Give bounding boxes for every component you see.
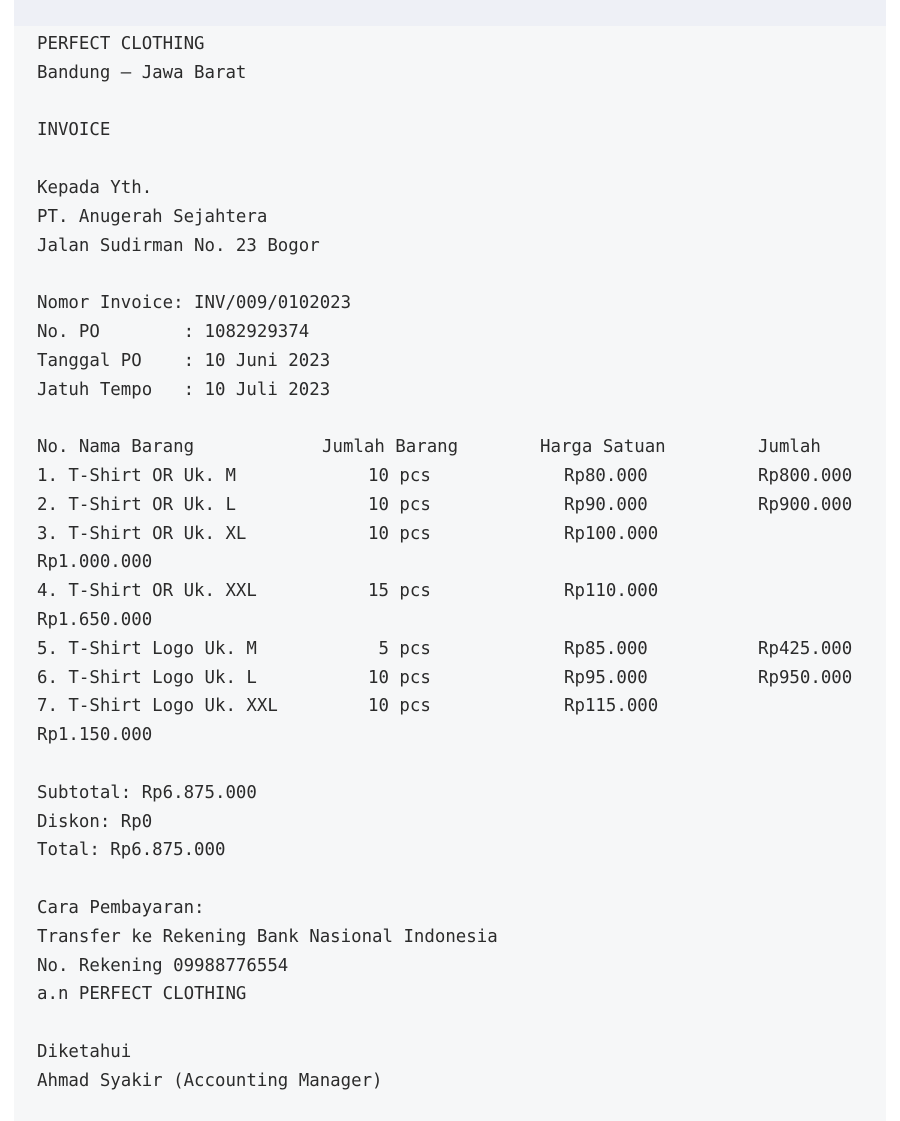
item-amount-wrapped: Rp1.000.000	[37, 552, 153, 573]
account-holder: a.n PERFECT CLOTHING	[37, 984, 247, 1005]
item-name: 7. T-Shirt Logo Uk. XXL	[37, 696, 278, 717]
item-quantity: 10 pcs	[368, 523, 431, 544]
subtotal: Subtotal: Rp6.875.000	[37, 782, 257, 803]
due-date: Jatuh Tempo : 10 Juli 2023	[37, 379, 331, 400]
item-name: 5. T-Shirt Logo Uk. M	[37, 638, 257, 659]
spacer	[37, 404, 886, 433]
item-amount-wrapped: Rp1.150.000	[37, 725, 153, 746]
spacer	[37, 1009, 886, 1038]
item-unit-price: Rp90.000	[564, 494, 648, 515]
signatory-name: Ahmad Syakir (Accounting Manager)	[37, 1070, 383, 1091]
item-amount: Rp800.000	[758, 465, 853, 486]
payment-label: Cara Pembayaran:	[37, 897, 205, 918]
header-quantity: Jumlah Barang	[322, 437, 459, 458]
item-unit-price: Rp95.000	[564, 667, 648, 688]
spacer	[37, 750, 886, 779]
document-title: INVOICE	[37, 120, 111, 141]
po-number: No. PO : 1082929374	[37, 321, 310, 342]
item-name: 4. T-Shirt OR Uk. XXL	[37, 581, 257, 602]
item-quantity: 10 pcs	[368, 494, 431, 515]
item-name: 1. T-Shirt OR Uk. M	[37, 465, 236, 486]
item-unit-price: Rp110.000	[564, 581, 659, 602]
payment-method: Transfer ke Rekening Bank Nasional Indonesia	[37, 926, 498, 947]
spacer	[37, 145, 886, 174]
item-amount-wrapped: Rp1.650.000	[37, 609, 153, 630]
spacer	[37, 88, 886, 117]
item-quantity: 15 pcs	[368, 581, 431, 602]
item-unit-price: Rp85.000	[564, 638, 648, 659]
table-row	[37, 462, 886, 491]
item-amount: Rp900.000	[758, 494, 853, 515]
bank-account-number: No. Rekening 09988776554	[37, 955, 289, 976]
spacer	[37, 865, 886, 894]
po-date: Tanggal PO : 10 Juni 2023	[37, 350, 331, 371]
table-row	[37, 577, 886, 606]
invoice-number: Nomor Invoice: INV/009/0102023	[37, 293, 352, 314]
company-location: Bandung – Jawa Barat	[37, 62, 247, 83]
top-band	[14, 0, 886, 26]
item-unit-price: Rp80.000	[564, 465, 648, 486]
header-unit-price: Harga Satuan	[540, 437, 666, 458]
header-item-name: No. Nama Barang	[37, 437, 195, 458]
table-header	[37, 433, 886, 462]
item-unit-price: Rp115.000	[564, 696, 659, 717]
item-name: 3. T-Shirt OR Uk. XL	[37, 523, 247, 544]
recipient-address: Jalan Sudirman No. 23 Bogor	[37, 235, 320, 256]
item-name: 6. T-Shirt Logo Uk. L	[37, 667, 257, 688]
company-name: PERFECT CLOTHING	[37, 34, 205, 54]
item-quantity: 10 pcs	[368, 465, 431, 486]
item-name: 2. T-Shirt OR Uk. L	[37, 494, 236, 515]
item-quantity: 5 pcs	[368, 638, 431, 659]
table-row	[37, 664, 886, 693]
invoice-document	[14, 0, 886, 1121]
header-amount: Jumlah	[758, 437, 821, 458]
item-quantity: 10 pcs	[368, 696, 431, 717]
table-row	[37, 635, 886, 664]
table-row	[37, 692, 886, 721]
discount: Diskon: Rp0	[37, 811, 153, 832]
recipient-name: PT. Anugerah Sejahtera	[37, 206, 268, 227]
signature-label: Diketahui	[37, 1041, 132, 1062]
table-row	[37, 491, 886, 520]
item-quantity: 10 pcs	[368, 667, 431, 688]
item-unit-price: Rp100.000	[564, 523, 659, 544]
item-amount: Rp425.000	[758, 638, 853, 659]
item-amount: Rp950.000	[758, 667, 853, 688]
spacer	[37, 260, 886, 289]
table-row	[37, 520, 886, 549]
recipient-greeting: Kepada Yth.	[37, 177, 153, 198]
grand-total: Total: Rp6.875.000	[37, 840, 226, 861]
